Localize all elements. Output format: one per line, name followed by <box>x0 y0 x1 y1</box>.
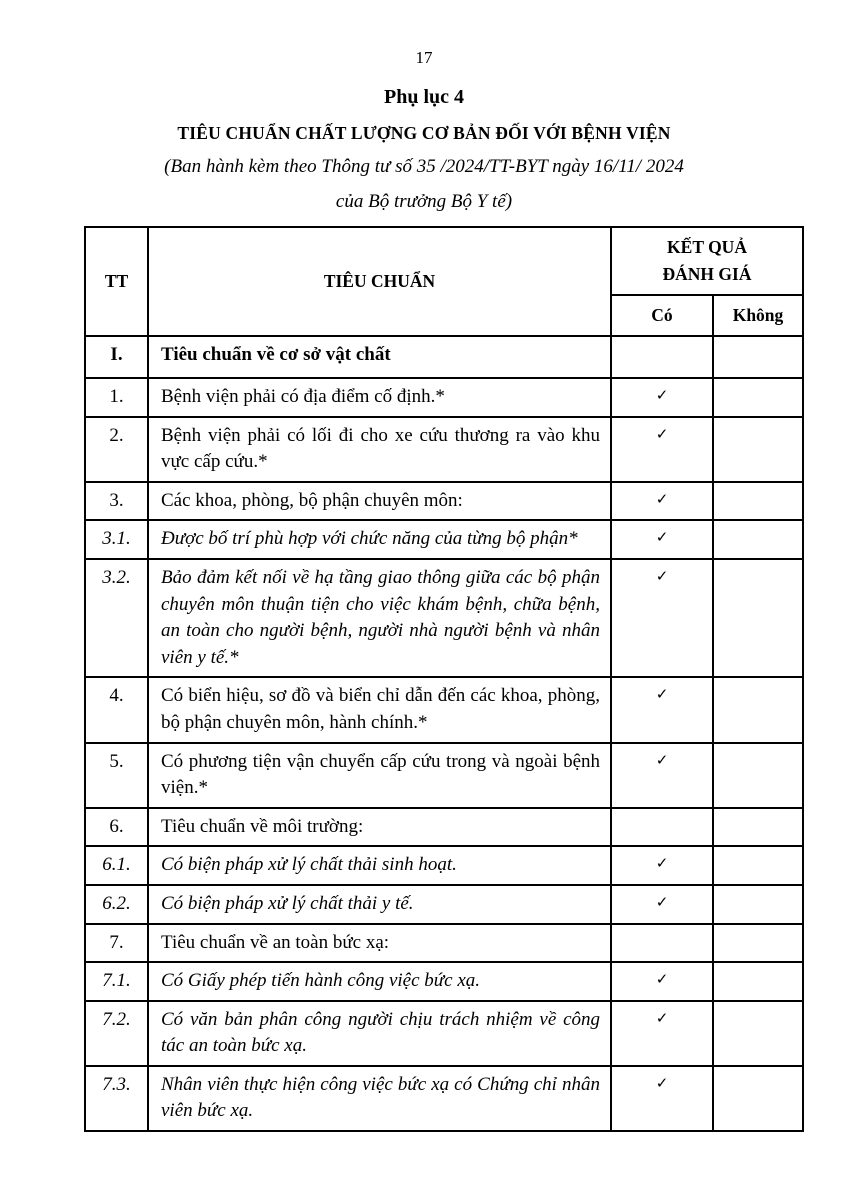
column-header-criteria: TIÊU CHUẨN <box>148 227 611 336</box>
table-row <box>85 924 803 963</box>
criteria-cell: Bảo đảm kết nối về hạ tầng giao thông giữa các bộ phận chuyên môn thuận tiện cho việc khám bệnh, chữa bệnh, an toàn cho người bệnh, người nhà người bệnh và nhân viên y tế.* <box>148 559 611 677</box>
checkmark-icon: ✓ <box>655 854 669 873</box>
result-yes-cell <box>611 885 713 924</box>
column-header-no: Không <box>713 295 803 336</box>
criteria-cell: Tiêu chuẩn về an toàn bức xạ: <box>148 924 611 963</box>
result-yes-cell <box>611 846 713 885</box>
checkmark-icon: ✓ <box>655 970 669 989</box>
result-yes-cell <box>611 924 713 963</box>
table-row <box>85 846 803 885</box>
checkmark-icon: ✓ <box>655 566 669 585</box>
table-row <box>85 520 803 559</box>
row-number-cell: 7.2. <box>85 1001 148 1066</box>
table-row <box>85 885 803 924</box>
table-row <box>85 962 803 1001</box>
column-header-result-group <box>611 227 803 295</box>
criteria-table-body <box>85 336 803 1131</box>
row-number-cell: 7.3. <box>85 1066 148 1131</box>
result-yes-cell <box>611 743 713 808</box>
result-no-cell <box>713 846 803 885</box>
result-group-label: KẾT QUẢ ĐÁNH GIÁ <box>662 236 752 284</box>
result-no-cell <box>713 1001 803 1066</box>
table-row <box>85 743 803 808</box>
checkmark-icon: ✓ <box>655 386 669 404</box>
criteria-cell: Có biển hiệu, sơ đồ và biển chỉ dẫn đến các khoa, phòng, bộ phận chuyên môn, hành chính.* <box>148 677 611 742</box>
checkmark-icon: ✓ <box>655 424 669 443</box>
result-no-cell <box>713 559 803 677</box>
checkmark-icon: ✓ <box>655 1008 669 1027</box>
row-number-cell: 1. <box>85 378 148 417</box>
result-yes-cell <box>611 378 713 417</box>
criteria-cell: Tiêu chuẩn về môi trường: <box>148 808 611 847</box>
result-no-cell <box>713 924 803 963</box>
criteria-cell: Có biện pháp xử lý chất thải sinh hoạt. <box>148 846 611 885</box>
row-number-cell: 7. <box>85 924 148 963</box>
table-row <box>85 417 803 482</box>
row-number-cell: 7.1. <box>85 962 148 1001</box>
criteria-cell: Có phương tiện vận chuyển cấp cứu trong và ngoài bệnh viện.* <box>148 743 611 808</box>
issued-by-line-2: của Bộ trưởng Bộ Y tế) <box>335 191 513 212</box>
column-header-yes: Có <box>611 295 713 336</box>
result-yes-cell <box>611 559 713 677</box>
row-number-cell: 2. <box>85 417 148 482</box>
table-row <box>85 559 803 677</box>
row-number-cell: 4. <box>85 677 148 742</box>
result-no-cell <box>713 520 803 559</box>
result-yes-cell <box>611 677 713 742</box>
result-yes-cell <box>611 336 713 378</box>
result-no-cell <box>713 743 803 808</box>
document-header <box>0 86 848 213</box>
result-no-cell <box>713 482 803 521</box>
result-no-cell <box>713 808 803 847</box>
criteria-cell: Có biện pháp xử lý chất thải y tế. <box>148 885 611 924</box>
row-number-cell: 3. <box>85 482 148 521</box>
row-number-cell: I. <box>85 336 148 378</box>
issued-by-line-1: (Ban hành kèm theo Thông tư số 35 /2024/TT-BYT ngày 16/11/ 2024 <box>164 156 684 177</box>
criteria-cell: Nhân viên thực hiện công việc bức xạ có Chứng chỉ nhân viên bức xạ. <box>148 1066 611 1131</box>
row-number-cell: 5. <box>85 743 148 808</box>
row-number-cell: 6. <box>85 808 148 847</box>
result-no-cell <box>713 417 803 482</box>
result-yes-cell <box>611 1001 713 1066</box>
criteria-table <box>84 226 804 1132</box>
row-number-cell: 3.2. <box>85 559 148 677</box>
criteria-cell: Tiêu chuẩn về cơ sở vật chất <box>148 336 611 378</box>
checkmark-icon: ✓ <box>655 892 669 911</box>
result-yes-cell <box>611 1066 713 1131</box>
result-no-cell <box>713 336 803 378</box>
result-yes-cell <box>611 520 713 559</box>
result-no-cell <box>713 962 803 1001</box>
criteria-cell: Các khoa, phòng, bộ phận chuyên môn: <box>148 482 611 521</box>
result-no-cell <box>713 885 803 924</box>
result-yes-cell <box>611 808 713 847</box>
result-no-cell <box>713 1066 803 1131</box>
page-number: 17 <box>415 48 433 67</box>
result-yes-cell <box>611 417 713 482</box>
table-row <box>85 378 803 417</box>
document-title: TIÊU CHUẨN CHẤT LƯỢNG CƠ BẢN ĐỐI VỚI BỆNH VIỆN <box>177 123 671 143</box>
criteria-table-header <box>85 227 803 336</box>
row-number-cell: 3.1. <box>85 520 148 559</box>
checkmark-icon: ✓ <box>655 489 669 508</box>
checkmark-icon: ✓ <box>655 1073 669 1092</box>
result-no-cell <box>713 677 803 742</box>
table-row <box>85 808 803 847</box>
result-yes-cell <box>611 962 713 1001</box>
criteria-cell: Được bố trí phù hợp với chức năng của từng bộ phận* <box>148 520 611 559</box>
checkmark-icon: ✓ <box>655 750 669 769</box>
checkmark-icon: ✓ <box>655 685 669 704</box>
criteria-cell: Có văn bản phân công người chịu trách nhiệm về công tác an toàn bức xạ. <box>148 1001 611 1066</box>
table-row <box>85 1001 803 1066</box>
table-row <box>85 336 803 378</box>
column-header-tt: TT <box>85 227 148 336</box>
result-no-cell <box>713 378 803 417</box>
result-yes-cell <box>611 482 713 521</box>
table-row <box>85 482 803 521</box>
criteria-cell: Bệnh viện phải có địa điểm cố định.* <box>148 378 611 417</box>
table-row <box>85 677 803 742</box>
row-number-cell: 6.1. <box>85 846 148 885</box>
criteria-cell: Có Giấy phép tiến hành công việc bức xạ. <box>148 962 611 1001</box>
row-number-cell: 6.2. <box>85 885 148 924</box>
table-row <box>85 1066 803 1131</box>
appendix-title: Phụ lục 4 <box>383 86 465 108</box>
checkmark-icon: ✓ <box>655 528 669 547</box>
criteria-cell: Bệnh viện phải có lối đi cho xe cứu thương ra vào khu vực cấp cứu.* <box>148 417 611 482</box>
